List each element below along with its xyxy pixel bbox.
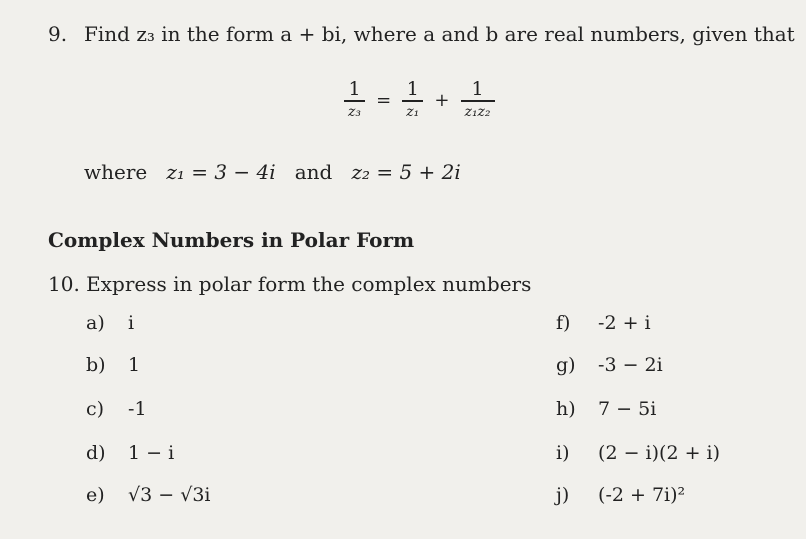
where-label: where <box>84 160 148 184</box>
list-item <box>556 484 685 506</box>
item-label: f) <box>556 312 571 334</box>
term1-numerator: 1 <box>406 78 419 100</box>
item-expression: -3 − 2i <box>598 354 663 376</box>
term2-denominator: z₁z₂ <box>464 104 491 120</box>
and-label: and <box>294 160 333 184</box>
item-expression: 7 − 5i <box>598 398 657 420</box>
item-expression: √3 − √3i <box>128 484 211 506</box>
term1-fraction <box>402 78 423 122</box>
term1-denominator: z₁ <box>406 104 420 120</box>
list-item <box>556 398 656 420</box>
item-expression: 1 <box>128 354 141 376</box>
z1-definition: z₁ = 3 − 4i <box>166 160 276 184</box>
list-item <box>86 312 134 334</box>
term2-fraction <box>461 78 495 122</box>
list-item <box>86 442 174 464</box>
list-item <box>86 354 140 376</box>
lhs-denominator: z₃ <box>348 104 361 120</box>
problem-10-text: Express in polar form the complex numbers <box>86 272 532 296</box>
item-label: i) <box>556 442 570 464</box>
item-label: d) <box>86 442 106 464</box>
item-label: e) <box>86 484 105 506</box>
plus-sign: + <box>434 89 450 111</box>
item-expression: 1 − i <box>128 442 175 464</box>
problem-9-number: 9. <box>48 22 68 46</box>
item-expression: (-2 + 7i)² <box>598 484 686 506</box>
item-expression: -1 <box>128 398 147 420</box>
list-item <box>86 398 147 420</box>
item-expression: -2 + i <box>598 312 651 334</box>
item-label: c) <box>86 398 105 420</box>
item-label: j) <box>556 484 570 506</box>
where-line <box>84 160 461 184</box>
problem-10-number: 10. <box>48 272 80 296</box>
item-label: a) <box>86 312 105 334</box>
item-label: g) <box>556 354 576 376</box>
list-item <box>556 354 663 376</box>
item-label: h) <box>556 398 576 420</box>
z2-definition: z₂ = 5 + 2i <box>351 160 461 184</box>
equals-sign: = <box>376 89 392 111</box>
problem-9-equation <box>340 78 499 122</box>
item-expression: (2 − i)(2 + i) <box>598 442 721 464</box>
list-item <box>86 484 211 506</box>
item-label: b) <box>86 354 106 376</box>
list-item <box>556 312 651 334</box>
problem-10-prompt <box>48 272 531 296</box>
term2-numerator: 1 <box>471 78 484 100</box>
lhs-fraction <box>344 78 365 122</box>
item-expression: i <box>128 312 135 334</box>
list-item <box>556 442 720 464</box>
problem-9-text: Find z₃ in the form a + bi, where a and b are real numbers, given that <box>84 22 795 46</box>
section-heading: Complex Numbers in Polar Form <box>48 228 415 252</box>
lhs-numerator: 1 <box>348 78 361 100</box>
